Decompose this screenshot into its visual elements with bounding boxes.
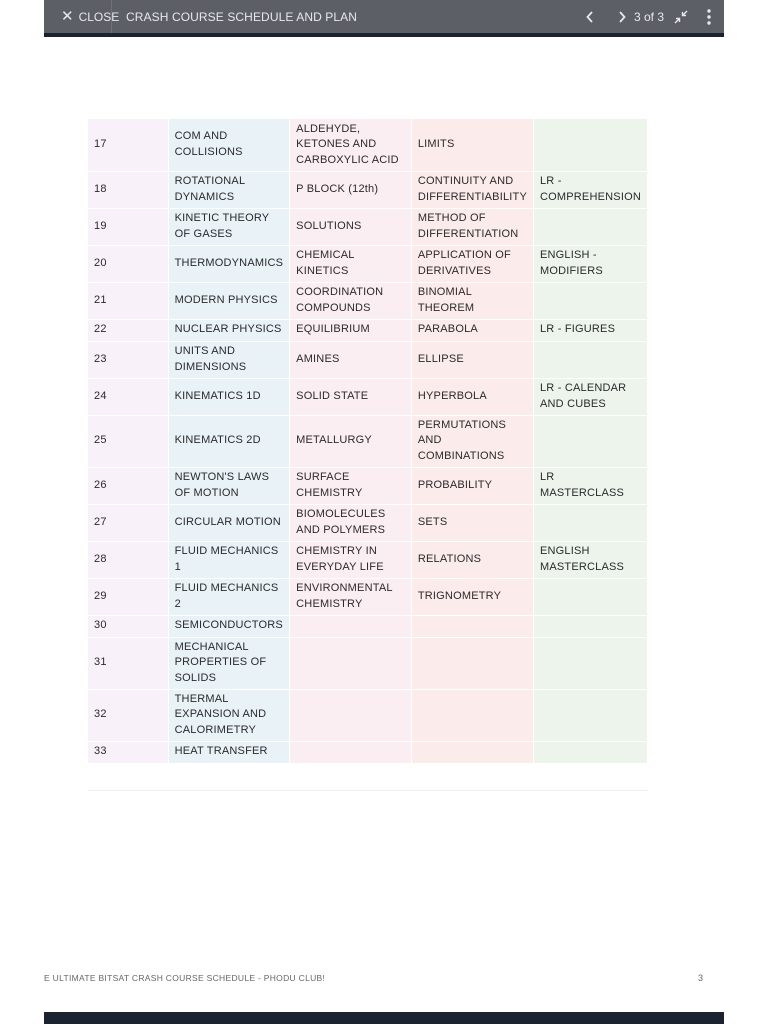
- maths-cell: RELATIONS: [411, 541, 533, 578]
- day-cell: 18: [88, 171, 168, 208]
- english-lr-cell: LR - FIGURES: [533, 319, 647, 341]
- maths-cell: [411, 741, 533, 763]
- day-cell: 17: [88, 119, 168, 171]
- table-row: [88, 208, 648, 245]
- close-button[interactable]: [44, 0, 120, 33]
- next-page-button[interactable]: [612, 11, 632, 23]
- physics-cell: KINETIC THEORY OF GASES: [168, 208, 290, 245]
- day-cell: 25: [88, 415, 168, 467]
- close-label: CLOSE: [78, 9, 120, 24]
- day-cell: 26: [88, 467, 168, 504]
- physics-cell: KINEMATICS 2D: [168, 415, 290, 467]
- chemistry-cell: P BLOCK (12th): [290, 171, 412, 208]
- maths-cell: [411, 615, 533, 637]
- physics-cell: KINEMATICS 1D: [168, 378, 290, 415]
- day-cell: 32: [88, 689, 168, 741]
- physics-cell: CIRCULAR MOTION: [168, 504, 290, 541]
- day-cell: 21: [88, 282, 168, 319]
- table-row: [88, 637, 648, 689]
- english-lr-cell: LR - CALENDAR AND CUBES: [533, 378, 647, 415]
- physics-cell: COM AND COLLISIONS: [168, 119, 290, 171]
- physics-cell: NEWTON'S LAWS OF MOTION: [168, 467, 290, 504]
- chevron-right-icon: [618, 11, 626, 23]
- schedule-table: [88, 119, 648, 764]
- table-row: [88, 689, 648, 741]
- physics-cell: FLUID MECHANICS 1: [168, 541, 290, 578]
- english-lr-cell: [533, 119, 647, 171]
- physics-cell: NUCLEAR PHYSICS: [168, 319, 290, 341]
- day-cell: 27: [88, 504, 168, 541]
- maths-cell: PARABOLA: [411, 319, 533, 341]
- chemistry-cell: [290, 615, 412, 637]
- english-lr-cell: [533, 615, 647, 637]
- previous-page-button[interactable]: [578, 11, 602, 23]
- chemistry-cell: METALLURGY: [290, 415, 412, 467]
- table-row: [88, 541, 648, 578]
- maths-cell: PROBABILITY: [411, 467, 533, 504]
- chemistry-cell: ENVIRONMENTAL CHEMISTRY: [290, 578, 412, 615]
- schedule-table-body: [88, 119, 648, 763]
- chemistry-cell: SURFACE CHEMISTRY: [290, 467, 412, 504]
- day-cell: 29: [88, 578, 168, 615]
- more-vertical-icon: [707, 9, 711, 25]
- physics-cell: HEAT TRANSFER: [168, 741, 290, 763]
- chemistry-cell: COORDINATION COMPOUNDS: [290, 282, 412, 319]
- english-lr-cell: [533, 282, 647, 319]
- chemistry-cell: SOLID STATE: [290, 378, 412, 415]
- english-lr-cell: [533, 208, 647, 245]
- day-cell: 19: [88, 208, 168, 245]
- bottom-bar: [44, 1012, 724, 1024]
- english-lr-cell: [533, 637, 647, 689]
- viewer-toolbar: [44, 0, 724, 37]
- table-row: [88, 319, 648, 341]
- chemistry-cell: BIOMOLECULES AND POLYMERS: [290, 504, 412, 541]
- day-cell: 22: [88, 319, 168, 341]
- close-icon: ✕: [61, 8, 74, 25]
- table-row: [88, 282, 648, 319]
- day-cell: 30: [88, 615, 168, 637]
- english-lr-cell: [533, 578, 647, 615]
- chevron-left-icon: [586, 11, 594, 23]
- physics-cell: SEMICONDUCTORS: [168, 615, 290, 637]
- document-title: CRASH COURSE SCHEDULE AND PLAN: [126, 9, 358, 24]
- table-row: [88, 578, 648, 615]
- chemistry-cell: [290, 637, 412, 689]
- table-row: [88, 741, 648, 763]
- table-row: [88, 504, 648, 541]
- table-row: [88, 119, 648, 171]
- maths-cell: SETS: [411, 504, 533, 541]
- table-row: [88, 615, 648, 637]
- maths-cell: ELLIPSE: [411, 341, 533, 378]
- page-counter: 3 of 3: [633, 9, 664, 24]
- maths-cell: [411, 637, 533, 689]
- english-lr-cell: [533, 741, 647, 763]
- day-cell: 23: [88, 341, 168, 378]
- chemistry-cell: CHEMICAL KINETICS: [290, 245, 412, 282]
- chemistry-cell: SOLUTIONS: [290, 208, 412, 245]
- day-cell: 20: [88, 245, 168, 282]
- maths-cell: LIMITS: [411, 119, 533, 171]
- page-number: 3: [698, 973, 704, 983]
- chemistry-cell: ALDEHYDE, KETONES AND CARBOXYLIC ACID: [290, 119, 412, 171]
- physics-cell: MECHANICAL PROPERTIES OF SOLIDS: [168, 637, 290, 689]
- day-cell: 24: [88, 378, 168, 415]
- physics-cell: THERMODYNAMICS: [168, 245, 290, 282]
- day-cell: 33: [88, 741, 168, 763]
- page-navigation: [578, 0, 724, 33]
- english-lr-cell: ENGLISH - MODIFIERS: [533, 245, 647, 282]
- physics-cell: FLUID MECHANICS 2: [168, 578, 290, 615]
- physics-cell: ROTATIONAL DYNAMICS: [168, 171, 290, 208]
- physics-cell: UNITS AND DIMENSIONS: [168, 341, 290, 378]
- english-lr-cell: [533, 415, 647, 467]
- day-cell: 28: [88, 541, 168, 578]
- physics-cell: MODERN PHYSICS: [168, 282, 290, 319]
- table-row: [88, 378, 648, 415]
- divider: [88, 790, 648, 791]
- table-row: [88, 467, 648, 504]
- maths-cell: METHOD OF DIFFERENTIATION: [411, 208, 533, 245]
- chemistry-cell: [290, 741, 412, 763]
- maths-cell: APPLICATION OF DERIVATIVES: [411, 245, 533, 282]
- table-row: [88, 341, 648, 378]
- english-lr-cell: [533, 504, 647, 541]
- day-cell: 31: [88, 637, 168, 689]
- maths-cell: PERMUTATIONS AND COMBINATIONS: [411, 415, 533, 467]
- maths-cell: HYPERBOLA: [411, 378, 533, 415]
- maths-cell: TRIGNOMETRY: [411, 578, 533, 615]
- english-lr-cell: [533, 341, 647, 378]
- english-lr-cell: [533, 689, 647, 741]
- table-row: [88, 245, 648, 282]
- chemistry-cell: [290, 689, 412, 741]
- chemistry-cell: CHEMISTRY IN EVERYDAY LIFE: [290, 541, 412, 578]
- chemistry-cell: AMINES: [290, 341, 412, 378]
- collapse-icon: [674, 10, 688, 24]
- table-row: [88, 415, 648, 467]
- english-lr-cell: LR - COMPREHENSION: [533, 171, 647, 208]
- exit-fullscreen-button[interactable]: [672, 10, 690, 24]
- english-lr-cell: ENGLISH MASTERCLASS: [533, 541, 647, 578]
- maths-cell: [411, 689, 533, 741]
- maths-cell: CONTINUITY AND DIFFERENTIABILITY: [411, 171, 533, 208]
- physics-cell: THERMAL EXPANSION AND CALORIMETRY: [168, 689, 290, 741]
- table-row: [88, 171, 648, 208]
- page-footer-title: E ULTIMATE BITSAT CRASH COURSE SCHEDULE - PHODU CLUB!: [44, 973, 326, 983]
- maths-cell: BINOMIAL THEOREM: [411, 282, 533, 319]
- english-lr-cell: LR MASTERCLASS: [533, 467, 647, 504]
- more-options-button[interactable]: [702, 9, 716, 25]
- chemistry-cell: EQUILIBRIUM: [290, 319, 412, 341]
